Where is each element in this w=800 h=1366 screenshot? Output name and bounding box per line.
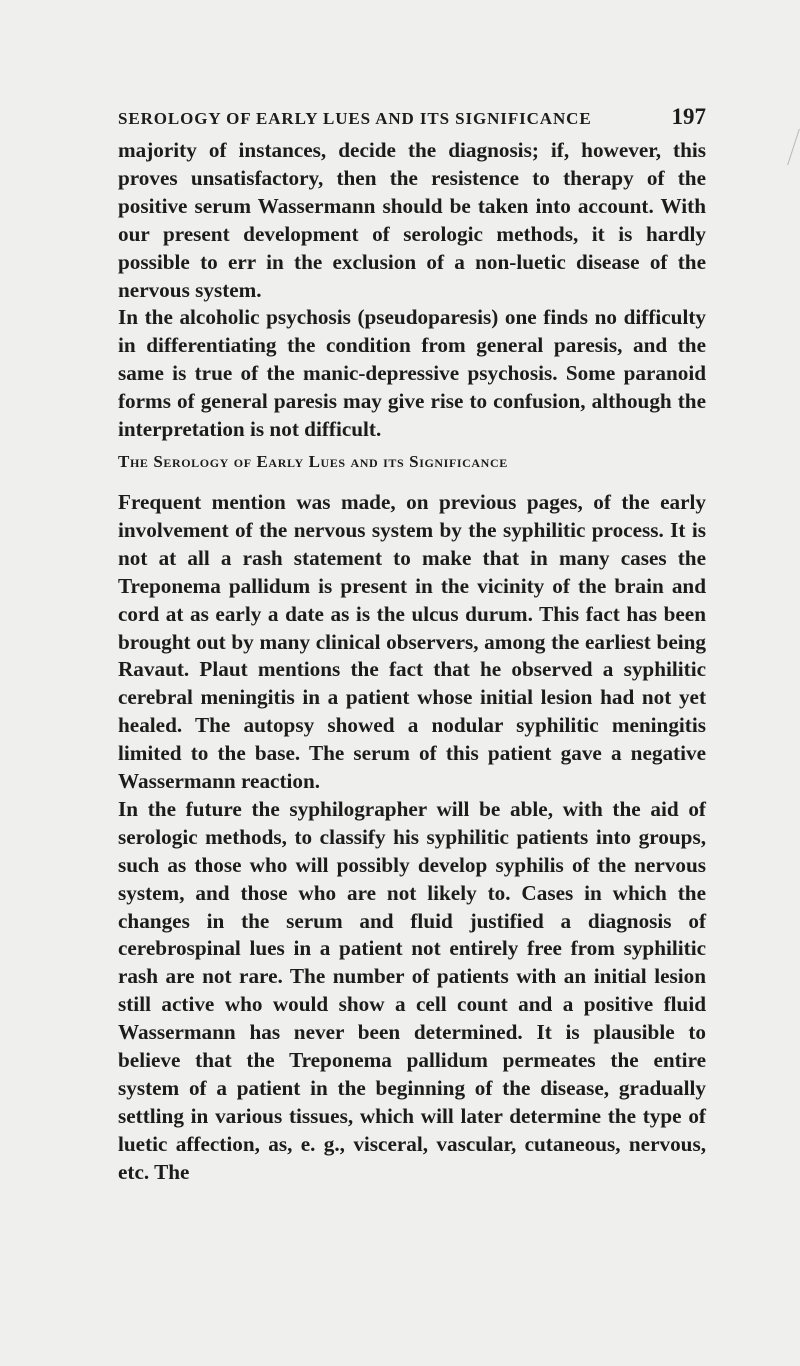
paragraph-early-involvement: Frequent mention was made, on previous pages, of the early involvement of the nervous system by the syphilitic process. It is not at all a rash statement to make that in many cases the Treponema pallidum is present in the vicinity of the brain and cord at as early a date as is the ulcus durum. This fact has been brought out by many clinical observers, among the earliest being Ravaut. Plaut mentions the fact that he observed a syphilitic cerebral meningitis in a patient whose initial lesion had not yet healed. The autopsy showed a nodular syphilitic meningitis limited to the base. The serum of this patient gave a negative Wassermann reaction. xyxy=(118,489,706,794)
running-head-title: SEROLOGY OF EARLY LUES AND ITS SIGNIFICANCE xyxy=(118,109,592,128)
page-number: 197 xyxy=(671,104,706,129)
paragraph-syphilographer: In the future the syphilographer will be able, with the aid of serologic methods, to classify his syphilitic patients into groups, such as those who will possibly develop syphilis of the nervous system, and those who are not likely to. Cases in which the changes in the serum and fluid justified a diagnosis of cerebrospinal lues in a patient not entirely free from syphilitic rash are not rare. The number of patients with an initial lesion still active who would show a cell count and a positive fluid Wassermann has never been determined. It is plausible to believe that the Treponema pallidum permeates the entire system of a patient in the beginning of the disease, gradually settling in various tissues, which will later determine the type of luetic affection, as, e. g., visceral, vascular, cutaneous, nervous, etc. The xyxy=(118,796,706,1184)
book-page xyxy=(118,101,706,1187)
section-heading: The Serology of Early Lues and its Significance xyxy=(118,451,508,471)
page-edge-mark xyxy=(787,129,800,165)
running-head xyxy=(118,101,706,137)
paragraph-continuation: majority of instances, decide the diagnosis; if, however, this proves unsatisfactory, then the resistence to therapy of the positive serum Wassermann should be taken into account. With our present development of serologic methods, it is hardly possible to err in the exclusion of a non-luetic disease of the nervous system. xyxy=(118,138,706,302)
paragraph-alcoholic-psychosis: In the alcoholic psychosis (pseudoparesis) one finds no difficulty in differentiating the condition from general paresis, and the same is true of the manic-depressive psychosis. Some paranoid forms of general paresis may give rise to confusion, although the interpretation is not difficult. xyxy=(118,305,706,442)
